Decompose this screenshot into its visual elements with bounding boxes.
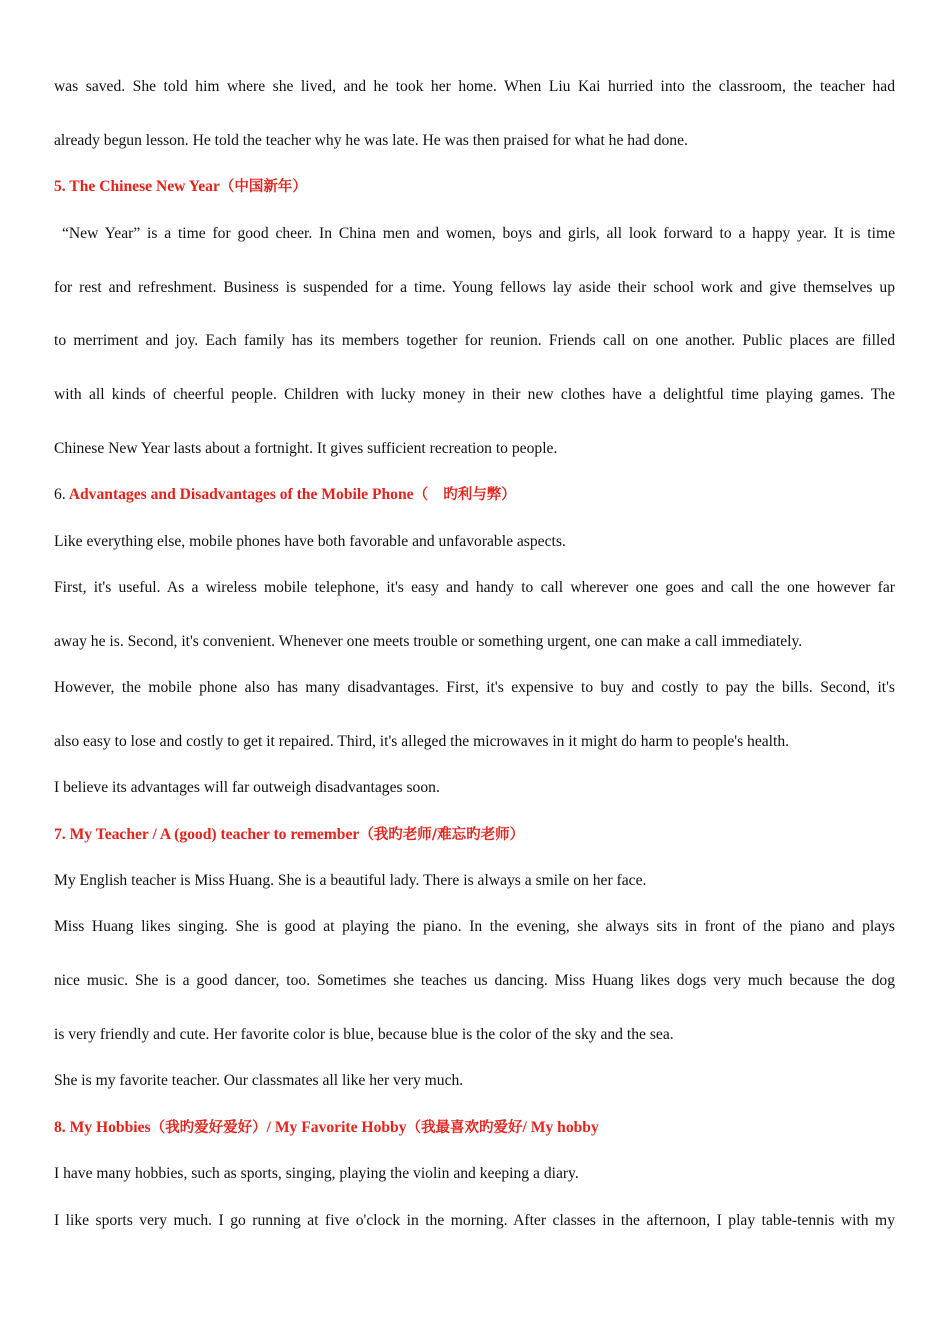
heading-text: 8. My Hobbies [54,1119,151,1136]
heading-text-cn: （ 旳利与弊） [413,487,516,503]
paragraph-line: I believe its advantages will far outweigh disadvantages soon. [54,779,440,796]
paragraph-line: “New Year” is a time for good cheer. In China men and women, boys and girls, all look forward to a happy year. It is time [62,225,895,242]
heading-text: 5. The Chinese New Year [54,178,220,195]
paragraph-line: away he is. Second, it's convenient. Whenever one meets trouble or something urgent, one can make a call immediately. [54,633,803,650]
paragraph-line: Miss Huang likes singing. She is good at playing the piano. In the evening, she always sits in front of the piano and plays [54,918,895,935]
paragraph-line: for rest and refreshment. Business is suspended for a time. Young fellows lay aside their school work and give themselves up [54,279,895,296]
paragraph-line: I have many hobbies, such as sports, singing, playing the violin and keeping a diary. [54,1165,579,1182]
paragraph-line: I like sports very much. I go running at five o'clock in the morning. After classes in the afternoon, I play table-tennis with my [54,1212,895,1229]
paragraph-line: First, it's useful. As a wireless mobile telephone, it's easy and handy to call wherever one goes and call the one however far [54,579,895,596]
paragraph-line: to merriment and joy. Each family has its members together for reunion. Friends call on one another. Public places are filled [54,332,895,349]
paragraph-line: nice music. She is a good dancer, too. Sometimes she teaches us dancing. Miss Huang likes dogs very much because the dog [54,972,895,989]
section-heading-5 [54,177,895,197]
section-heading-6 [54,485,895,505]
heading-text: / My hobby [522,1119,599,1136]
heading-number: 6. [54,486,66,503]
heading-text-cn: （我最喜欢旳爱好 [406,1120,523,1136]
heading-text: Advantages and Disadvantages of the Mobile Phone [65,486,414,503]
heading-text-cn: （中国新年） [219,179,307,195]
paragraph-line: already begun lesson. He told the teacher why he was late. He was then praised for what he had done. [54,132,688,149]
paragraph-line: Chinese New Year lasts about a fortnight. It gives sufficient recreation to people. [54,440,558,457]
section-heading-8 [54,1118,895,1138]
paragraph-line: also easy to lose and costly to get it repaired. Third, it's alleged the microwaves in it might do harm to people's health. [54,733,790,750]
paragraph-line: My English teacher is Miss Huang. She is a beautiful lady. There is always a smile on her face. [54,872,647,889]
paragraph-line: with all kinds of cheerful people. Children with lucky money in their new clothes have a delightful time playing games. The [54,386,895,403]
paragraph-line: was saved. She told him where she lived, and he took her home. When Liu Kai hurried into the classroom, the teacher had [54,78,895,95]
heading-text-cn: （我旳爱好爱好） [150,1120,267,1136]
section-heading-7 [54,825,895,845]
paragraph-line: is very friendly and cute. Her favorite color is blue, because blue is the color of the sky and the sea. [54,1026,674,1043]
paragraph-line: She is my favorite teacher. Our classmates all like her very much. [54,1072,464,1089]
paragraph-line: However, the mobile phone also has many disadvantages. First, it's expensive to buy and costly to pay the bills. Second, it's [54,679,895,696]
heading-text: 7. My Teacher / A (good) teacher to remember [54,826,360,843]
heading-text-cn: （我旳老师/难忘旳老师） [359,827,525,843]
heading-text: / My Favorite Hobby [266,1119,407,1136]
paragraph-line: Like everything else, mobile phones have both favorable and unfavorable aspects. [54,533,566,550]
